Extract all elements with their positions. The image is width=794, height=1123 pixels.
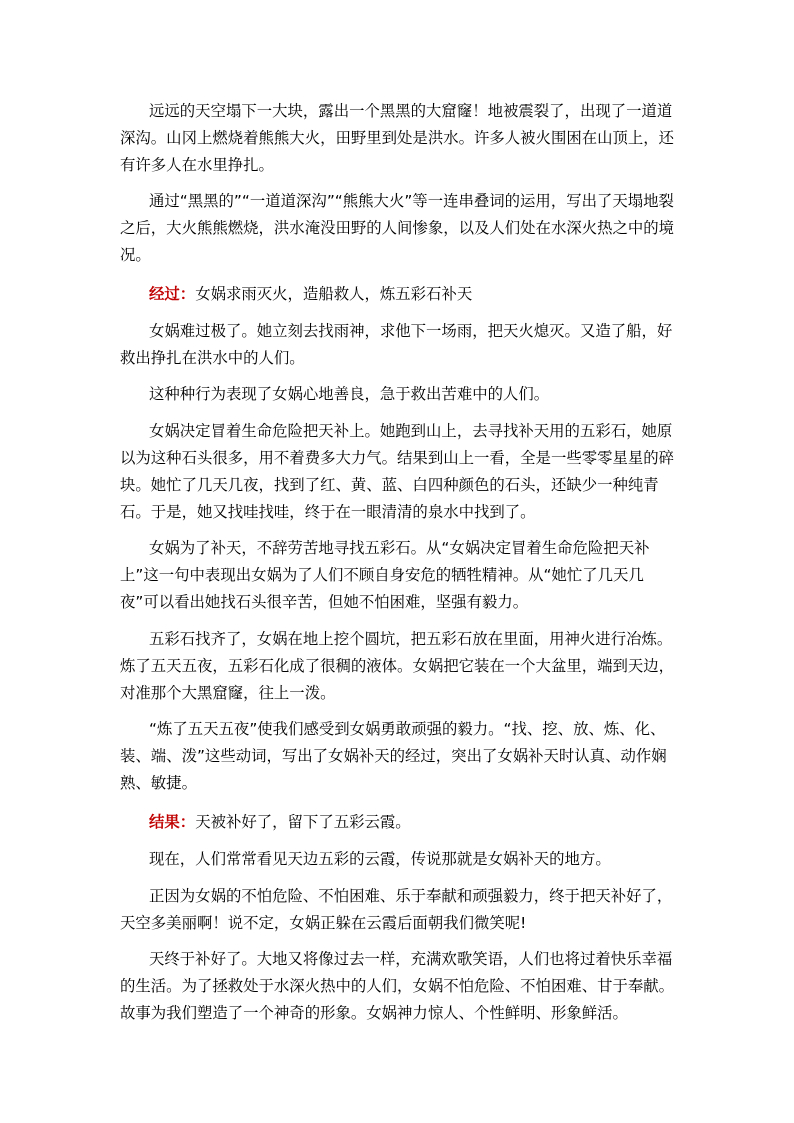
paragraph-text: 女娲难过极了。她立刻去找雨神，求他下一场雨，把天火熄灭。又造了船，好救出挣扎在洪水中的人们。 bbox=[120, 322, 673, 367]
paragraph-text: 现在，人们常常看见天边五彩的云霞，传说那就是女娲补天的地方。 bbox=[149, 850, 611, 868]
paragraph-sacrifice-analysis bbox=[120, 535, 676, 616]
paragraph-sky-beautiful bbox=[120, 883, 676, 937]
paragraph-conclusion bbox=[120, 946, 676, 1027]
paragraph-text: 这种种行为表现了女娲心地善良，急于救出苦难中的人们。 bbox=[149, 385, 550, 403]
paragraph-text: “炼了五天五夜”使我们感受到女娲勇敢顽强的毅力。“找、挖、放、炼、化、装、端、泼”这些动词，写出了女娲补天的经过，突出了女娲补天时认真、动作娴熟、敏捷。 bbox=[120, 720, 667, 792]
heading-label-result: 结果： bbox=[149, 813, 196, 831]
paragraph-sky-collapse bbox=[120, 98, 676, 179]
paragraph-text: 女娲决定冒着生命危险把天补上。她跑到山上，去寻找补天用的五彩石，她原以为这种石头很多，用不着费多大力气。结果到山上一看，全是一些零零星星的碎块。她忙了几天几夜，找到了红、黄、蓝、白四种颜色的石头，还缺少一种纯青石。于是，她又找哇找哇，终于在一眼清清的泉水中找到了。 bbox=[120, 422, 675, 521]
heading-label-process: 经过： bbox=[149, 285, 196, 303]
paragraph-text: 通过“黑黑的”“一道道深沟”“熊熊大火”等一连串叠词的运用，写出了天塌地裂之后，大火熊熊燃烧，洪水淹没田野的人间惨象，以及人们处在水深火热之中的境况。 bbox=[120, 192, 675, 264]
paragraph-verbs-analysis bbox=[120, 716, 676, 797]
paragraph-rain-and-boats bbox=[120, 318, 676, 372]
section-heading-result bbox=[120, 809, 676, 836]
paragraph-reduplication-analysis bbox=[120, 188, 676, 269]
paragraph-text: 正因为女娲的不怕危险、不怕困难、乐于奉献和顽强毅力，终于把天补好了，天空多美丽啊！说不定，女娲正躲在云霞后面朝我们微笑呢! bbox=[120, 887, 673, 932]
paragraph-text: 天终于补好了。大地又将像过去一样，充满欢歌笑语，人们也将过着快乐幸福的生活。为了拯救处于水深火热中的人们，女娲不怕危险、不怕困难、甘于奉献。故事为我们塑造了一个神奇的形象。女娲神力惊人、个性鲜明、形象鲜活。 bbox=[120, 950, 675, 1022]
paragraph-smelting bbox=[120, 626, 676, 707]
section-heading-process bbox=[120, 281, 676, 308]
paragraph-search-stones bbox=[120, 418, 676, 526]
paragraph-kindness-analysis bbox=[120, 381, 676, 408]
paragraph-clouds-legend bbox=[120, 846, 676, 873]
heading-text: 天被补好了，留下了五彩云霞。 bbox=[195, 813, 411, 831]
paragraph-text: 远远的天空塌下一大块，露出一个黑黑的大窟窿！地被震裂了，出现了一道道深沟。山冈上燃烧着熊熊大火，田野里到处是洪水。许多人被火围困在山顶上，还有许多人在水里挣扎。 bbox=[120, 102, 675, 174]
heading-text: 女娲求雨灭火，造船救人，炼五彩石补天 bbox=[195, 285, 473, 303]
paragraph-text: 五彩石找齐了，女娲在地上挖个圆坑，把五彩石放在里面，用神火进行冶炼。炼了五天五夜，五彩石化成了很稠的液体。女娲把它装在一个大盆里，端到天边，对准那个大黑窟窿，往上一泼。 bbox=[120, 630, 675, 702]
paragraph-text: 女娲为了补天，不辞劳苦地寻找五彩石。从“女娲决定冒着生命危险把天补上”这一句中表现出女娲为了人们不顾自身安危的牺牲精神。从“她忙了几天几夜”可以看出她找石头很辛苦，但她不怕困难，坚强有毅力。 bbox=[120, 539, 650, 611]
